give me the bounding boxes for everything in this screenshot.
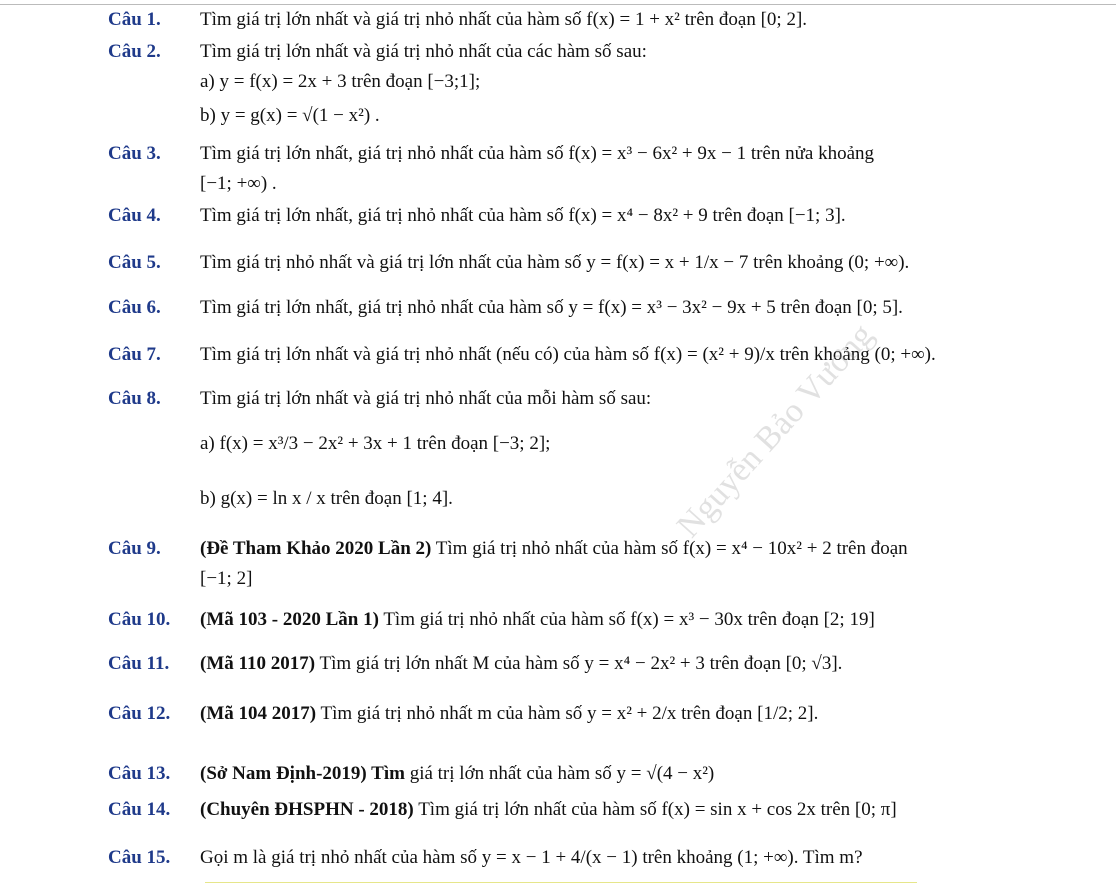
q9-number: Câu 9. bbox=[108, 538, 161, 559]
q14-line bbox=[200, 798, 897, 822]
q2-part-a: a) y = f(x) = 2x + 3 trên đoạn [−3;1]; bbox=[200, 71, 481, 92]
q3-text: Tìm giá trị lớn nhất, giá trị nhỏ nhất của hàm số f(x) = x³ − 6x² + 9x − 1 trên nửa khoảng bbox=[200, 143, 875, 164]
q11-line bbox=[200, 652, 842, 676]
q12-number: Câu 12. bbox=[108, 703, 171, 724]
q14-number: Câu 14. bbox=[108, 799, 171, 820]
q10-text: Tìm giá trị nhỏ nhất của hàm số f(x) = x³ − 30x trên đoạn [2; 19] bbox=[383, 609, 875, 630]
q13-number: Câu 13. bbox=[108, 763, 171, 784]
q15-number: Câu 15. bbox=[108, 847, 171, 868]
q10-number: Câu 10. bbox=[108, 609, 171, 630]
q15-text: Gọi m là giá trị nhỏ nhất của hàm số y = x − 1 + 4/(x − 1) trên khoảng (1; +∞). Tìm m? bbox=[200, 847, 863, 868]
q1-number: Câu 1. bbox=[108, 9, 161, 30]
q9-source: (Đề Tham Khảo 2020 Lần 2) bbox=[200, 538, 432, 559]
q2-text: Tìm giá trị lớn nhất và giá trị nhỏ nhất của các hàm số sau: bbox=[200, 41, 647, 62]
watermark: Nguyễn Bảo Vương bbox=[670, 316, 881, 545]
q12-line bbox=[200, 702, 818, 726]
q9-line bbox=[200, 537, 908, 561]
q6-number: Câu 6. bbox=[108, 297, 161, 318]
q12-source: (Mã 104 2017) bbox=[200, 703, 317, 724]
q6-text: Tìm giá trị lớn nhất, giá trị nhỏ nhất của hàm số y = f(x) = x³ − 3x² − 9x + 5 trên đoạn [0; 5]. bbox=[200, 297, 903, 318]
q13-source: (Sở Nam Định-2019) Tìm bbox=[200, 763, 405, 784]
q5-text: Tìm giá trị nhỏ nhất và giá trị lớn nhất của hàm số y = f(x) = x + 1/x − 7 trên khoảng (0; +∞). bbox=[200, 252, 910, 273]
q4-text: Tìm giá trị lớn nhất, giá trị nhỏ nhất của hàm số f(x) = x⁴ − 8x² + 9 trên đoạn [−1; 3]. bbox=[200, 205, 846, 226]
q7-number: Câu 7. bbox=[108, 344, 161, 365]
q9-text: Tìm giá trị nhỏ nhất của hàm số f(x) = x⁴ − 10x² + 2 trên đoạn bbox=[435, 538, 908, 559]
q10-line bbox=[200, 608, 875, 632]
q8-part-a: a) f(x) = x³/3 − 2x² + 3x + 1 trên đoạn [−3; 2]; bbox=[200, 433, 551, 454]
q3-number: Câu 3. bbox=[108, 143, 161, 164]
q14-source: (Chuyên ĐHSPHN - 2018) bbox=[200, 799, 414, 820]
q8-text: Tìm giá trị lớn nhất và giá trị nhỏ nhất của mỗi hàm số sau: bbox=[200, 388, 652, 409]
top-rule bbox=[0, 4, 1116, 5]
q11-text: Tìm giá trị lớn nhất M của hàm số y = x⁴ − 2x² + 3 trên đoạn [0; √3]. bbox=[319, 653, 843, 674]
q10-source: (Mã 103 - 2020 Lần 1) bbox=[200, 609, 379, 630]
q9-text-cont: [−1; 2] bbox=[200, 568, 253, 589]
q3-text-cont: [−1; +∞) . bbox=[200, 173, 277, 194]
q5-number: Câu 5. bbox=[108, 252, 161, 273]
q13-text: giá trị lớn nhất của hàm số y = √(4 − x²) bbox=[409, 763, 715, 784]
bottom-rule bbox=[205, 882, 917, 883]
q4-number: Câu 4. bbox=[108, 205, 161, 226]
q2-part-b: b) y = g(x) = √(1 − x²) . bbox=[200, 105, 380, 126]
q12-text: Tìm giá trị nhỏ nhất m của hàm số y = x² + 2/x trên đoạn [1/2; 2]. bbox=[320, 703, 819, 724]
q8-number: Câu 8. bbox=[108, 388, 161, 409]
q11-number: Câu 11. bbox=[108, 653, 170, 674]
q13-line bbox=[200, 762, 714, 786]
q1-text: Tìm giá trị lớn nhất và giá trị nhỏ nhất của hàm số f(x) = 1 + x² trên đoạn [0; 2]. bbox=[200, 9, 808, 30]
q11-source: (Mã 110 2017) bbox=[200, 653, 316, 674]
q8-part-b: b) g(x) = ln x / x trên đoạn [1; 4]. bbox=[200, 488, 453, 509]
q14-text: Tìm giá trị lớn nhất của hàm số f(x) = sin x + cos 2x trên [0; π] bbox=[418, 799, 897, 820]
q7-text: Tìm giá trị lớn nhất và giá trị nhỏ nhất (nếu có) của hàm số f(x) = (x² + 9)/x trên khoảng (0; +∞). bbox=[200, 344, 936, 365]
q2-number: Câu 2. bbox=[108, 41, 161, 62]
